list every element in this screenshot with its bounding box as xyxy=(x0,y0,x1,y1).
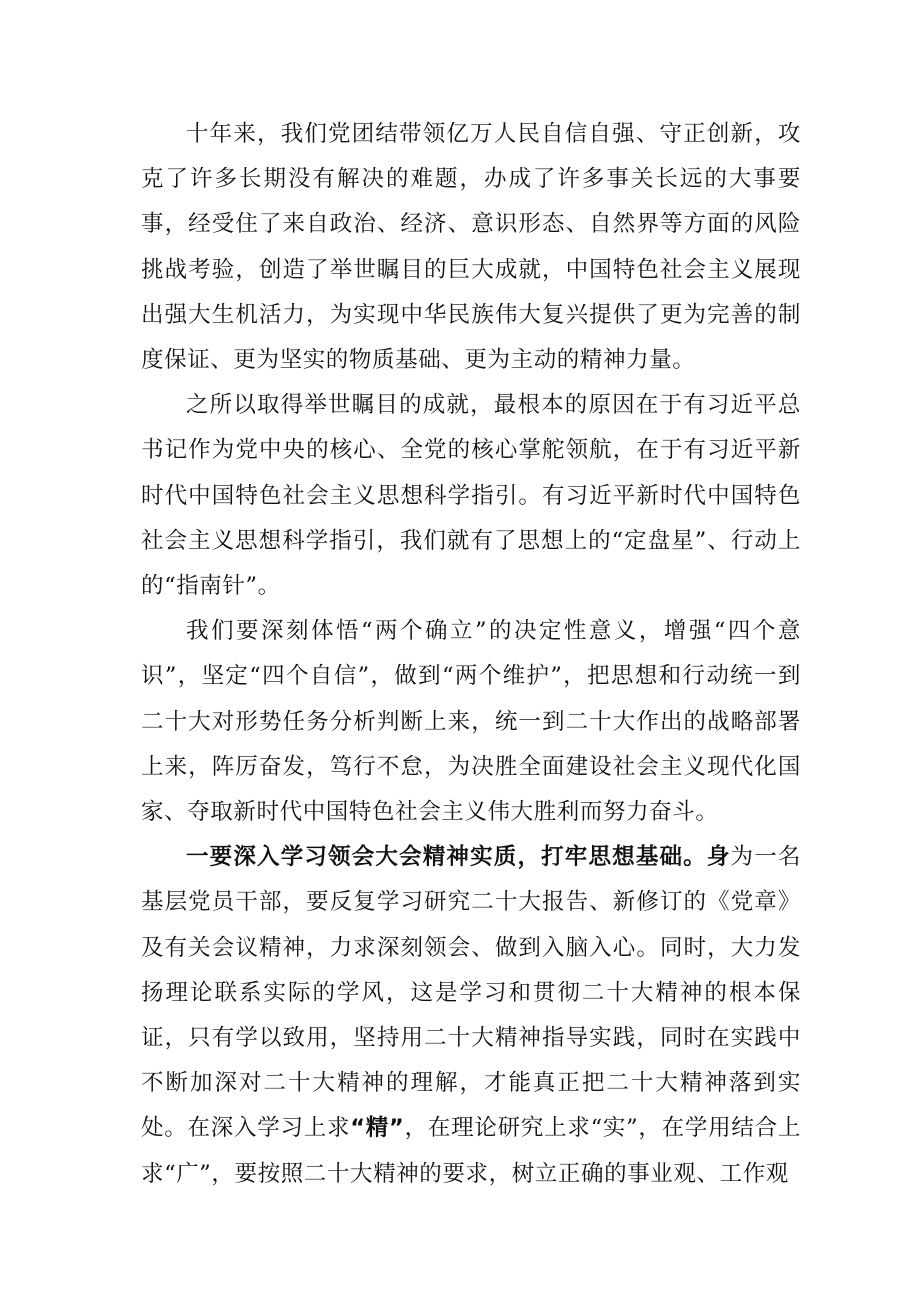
paragraph-1: 十年来，我们党团结带领亿万人民自信自强、守正创新，攻克了许多长期没有解决的难题，办成了许多事关长远的大事要事，经受住了来自政治、经济、意识形态、自然界等方面的风险挑战考验，创造了举世瞩目的巨大成就，中国特色社会主义展现出强大生机活力，为实现中华民族伟大复兴提供了更为完善的制度保证、更为坚实的物质基础、更为主动的精神力量。 xyxy=(141,121,801,374)
document-body xyxy=(141,112,801,1197)
paragraph-3: 我们要深刻体悟“两个确立”的决定性意义，增强“四个意识”，坚定“四个自信”，做到“两个维护”，把思想和行动统一到二十大对形势任务分析判断上来，统一到二十大作出的战略部署上来，阵厉奋发，笃行不怠，为决胜全面建设社会主义现代化国家、夺取新时代中国特色社会主义伟大胜利而努力奋斗。 xyxy=(141,618,801,826)
paragraph-4-text-2: ，在理论研究上求“实”，在学用结合上求“广”，要按照二十大精神的要求，树立正确的事业观、工作观 xyxy=(141,1115,801,1187)
paragraph-4-emphasis: “精” xyxy=(350,1115,405,1142)
paragraph-4-heading: 一要深入学习领会大会精神实质，打牢思想基础。身 xyxy=(186,844,731,871)
paragraph-4-text-1: 为一名基层党员干部，要反复学习研究二十大报告、新修订的《党章》及有关会议精神，力求深刻领会、做到入脑入心。同时，大力发扬理论联系实际的学风，这是学习和贯彻二十大精神的根本保证，只有学以致用，坚持用二十大精神指导实践，同时在实践中不断加深对二十大精神的理解，才能真正把二十大精神落到实处。在深入学习上求 xyxy=(141,844,801,1142)
paragraph-2: 之所以取得举世瞩目的成就，最根本的原因在于有习近平总书记作为党中央的核心、全党的核心掌舵领航，在于有习近平新时代中国特色社会主义思想科学指引。有习近平新时代中国特色社会主义思想科学指引，我们就有了思想上的“定盘星”、行动上的“指南针”。 xyxy=(141,392,801,600)
paragraph-4 xyxy=(141,835,801,1197)
